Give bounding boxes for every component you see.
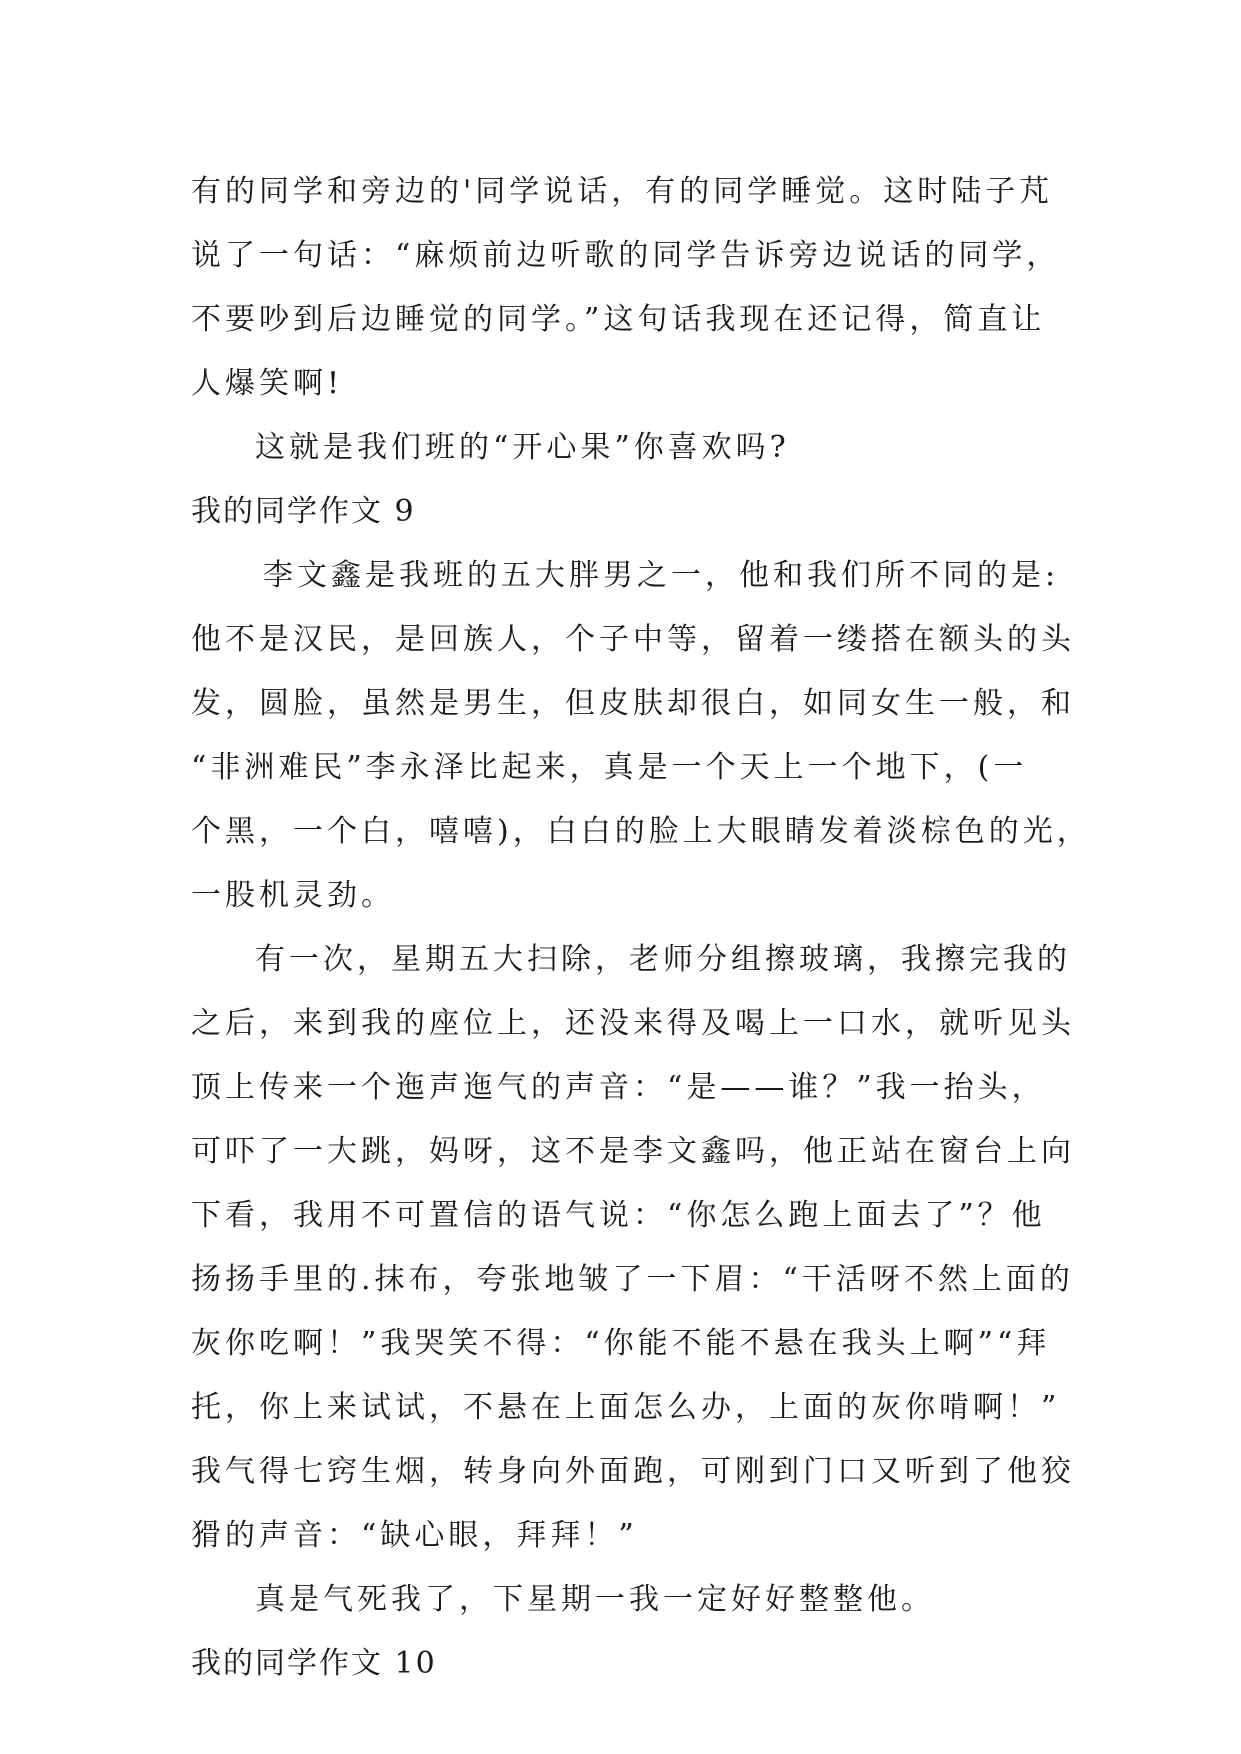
paragraph-line: “非洲难民”李永泽比起来，真是一个天上一个地下，(一 bbox=[191, 750, 1028, 785]
paragraph-line: 有的同学和旁边的'同学说话，有的同学睡觉。这时陆子芃 bbox=[191, 174, 1054, 209]
essay-heading: 我的同学作文 9 bbox=[191, 494, 416, 529]
paragraph-line: 李文鑫是我班的五大胖男之一，他和我们所不同的是: bbox=[263, 558, 1060, 593]
paragraph-line: 一股机灵劲。 bbox=[191, 878, 395, 913]
paragraph-line: 下看，我用不可置信的语气说：“你怎么跑上面去了”？他 bbox=[191, 1198, 1046, 1233]
paragraph-line: 说了一句话：“麻烦前边听歌的同学告诉旁边说话的同学， bbox=[191, 238, 1061, 273]
paragraph-line: 顶上传来一个迤声迤气的声音：“是——谁？”我一抬头， bbox=[191, 1070, 1046, 1105]
paragraph-line: 可吓了一大跳，妈呀，这不是李文鑫吗，他正站在窗台上向 bbox=[191, 1134, 1075, 1169]
paragraph-line: 人爆笑啊! bbox=[191, 366, 344, 401]
paragraph-line: 有一次，星期五大扫除，老师分组擦玻璃，我擦完我的 bbox=[255, 942, 1071, 977]
paragraph-line: 个黑，一个白，嘻嘻)，白白的脸上大眼睛发着淡棕色的光， bbox=[191, 814, 1091, 849]
paragraph-line: 托，你上来试试，不悬在上面怎么办，上面的灰你啃啊！” bbox=[191, 1390, 1061, 1425]
paragraph-line: 真是气死我了，下星期一我一定好好整整他。 bbox=[255, 1582, 935, 1617]
paragraph-line: 猾的声音：“缺心眼，拜拜！” bbox=[191, 1518, 638, 1553]
paragraph-line: 我气得七窍生烟，转身向外面跑，可刚到门口又听到了他狡 bbox=[191, 1454, 1075, 1489]
essay-heading: 我的同学作文 10 bbox=[191, 1646, 437, 1681]
paragraph-line: 不要吵到后边睡觉的同学。”这句话我现在还记得，简直让 bbox=[191, 302, 1046, 337]
paragraph-line: 这就是我们班的“开心果”你喜欢吗? bbox=[255, 430, 790, 465]
paragraph-line: 灰你吃啊！”我哭笑不得：“你能不能不悬在我头上啊”“拜 bbox=[191, 1326, 1051, 1361]
paragraph-line: 发，圆脸，虽然是男生，但皮肤却很白，如同女生一般，和 bbox=[191, 686, 1075, 721]
paragraph-line: 之后，来到我的座位上，还没来得及喝上一口水，就听见头 bbox=[191, 1006, 1075, 1041]
paragraph-line: 扬扬手里的.抹布，夸张地皱了一下眉：“干活呀不然上面的 bbox=[191, 1262, 1074, 1297]
essay-text bbox=[191, 160, 1091, 1696]
paragraph-line: 他不是汉民，是回族人，个子中等，留着一缕搭在额头的头 bbox=[191, 622, 1075, 657]
